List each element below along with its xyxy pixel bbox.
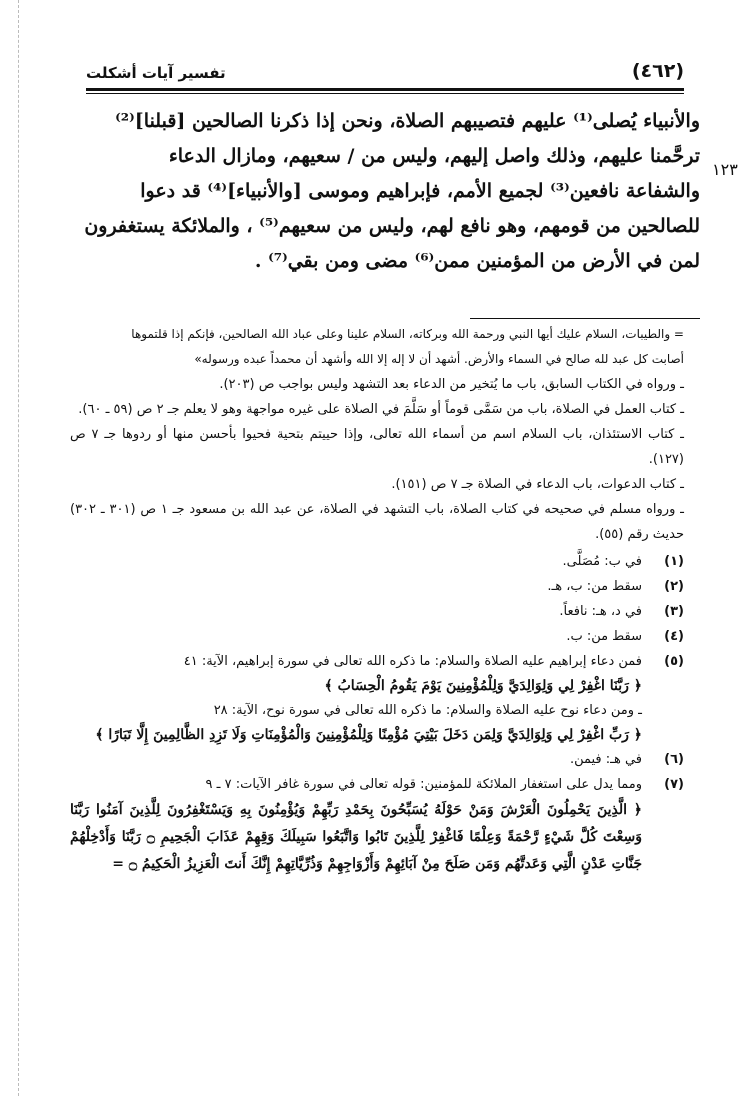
footnote-number: (٤)	[664, 629, 684, 644]
footnote-text: ومما يدل على استغفار الملائكة للمؤمنين: قوله تعالى في سورة غافر الآيات: ٧ ـ ٩	[205, 777, 642, 792]
footnote-text: سقط من: ب، هـ.	[547, 579, 642, 594]
hadith-reference: ـ كتاب الدعوات، باب الدعاء في الصلاة جـ ٧ ص (١٥١).	[391, 477, 684, 492]
footnote-item	[70, 649, 684, 747]
footnote-number: (١)	[664, 554, 684, 569]
footnote-text: في هـ: فيمن.	[569, 752, 642, 767]
quran-verse: ﴿ رَبَّنَا اغْفِرْ لِي وَلِوَالِدَيَّ وَلِلْمُؤْمِنِينَ يَوْمَ يَقُومُ الْحِسَابُ ﴾	[324, 678, 642, 694]
footnote-text: سقط من: ب.	[566, 629, 642, 644]
hadith-reference: ـ ورواه في الكتاب السابق، باب ما يُتخير من الدعاء بعد التشهد وليس بواجب ص (٢٠٣).	[219, 377, 684, 392]
body-line: لمن في الأرض من المؤمنين ممن⁽⁶⁾ مضى ومن بقي⁽⁷⁾ .	[254, 250, 700, 272]
hadith-reference: ـ كتاب الاستئذان، باب السلام اسم من أسماء الله تعالى، وإذا حييتم بتحية فحيوا بأحسن منها أو ردوها جـ ٧ ص (١٢٧).	[70, 427, 684, 467]
footnote-item	[70, 747, 684, 772]
footnote-number: (٢)	[664, 579, 684, 594]
footnote-body	[70, 772, 642, 878]
binding-edge	[18, 0, 19, 1096]
footnote-continuation: = والطيبات، السلام عليك أيها النبي ورحمة الله وبركاته، السلام علينا وعلى عباد الله الصالحين، فإنكم إذا قلتموها	[131, 327, 684, 341]
body-line: والأنبياء يُصلى⁽¹⁾ عليهم فتصيبهم الصلاة، ونحن إذا ذكرنا الصالحين [قبلنا]⁽²⁾	[115, 110, 700, 132]
hadith-reference: ـ كتاب العمل في الصلاة، باب من سَمَّى قوماً أو سَلَّمَ في الصلاة على غيره مواجهة وهو لا يعلم جـ ٢ ص (٥٩ ـ ٦٠).	[78, 402, 684, 417]
page-number: (٤٦٢)	[631, 60, 684, 82]
hadith-reference: ـ ورواه مسلم في صحيحه في كتاب الصلاة، باب التشهد في الصلاة، عن عبد الله بن مسعود جـ ١ ص (٣٠١ ـ ٣٠٢) حديث رقم (٥٥).	[70, 502, 684, 542]
footnote-number: (٦)	[664, 752, 684, 767]
footnote-continuation: أصابت كل عبد لله صالح في السماء والأرض. أشهد أن لا إله إلا الله وأشهد أن محمداً عبده ورسوله»	[194, 352, 684, 366]
footnote-item	[70, 549, 684, 574]
footnote-item	[70, 624, 684, 649]
footnote-text: فمن دعاء إبراهيم عليه الصلاة والسلام: ما ذكره الله تعالى في سورة إبراهيم، الآية: ٤١	[183, 654, 642, 669]
footnote-item	[70, 574, 684, 599]
running-title: تفسير آيات أشكلت	[86, 64, 226, 82]
quran-verse: ﴿ رَبِّ اغْفِرْ لِي وَلِوَالِدَيَّ وَلِمَن دَخَلَ بَيْتِيَ مُؤْمِنًا وَلِلْمُؤْمِنِينَ وَالْمُؤْمِنَاتِ وَلَا تَزِدِ الظَّالِمِينَ إِلَّا تَبَارًا ﴾	[95, 727, 642, 743]
body-line: والشفاعة نافعين⁽³⁾ لجميع الأمم، فإبراهيم وموسى [والأنبياء]⁽⁴⁾ قد دعوا	[140, 180, 700, 202]
quran-verse: ﴿ الَّذِينَ يَحْمِلُونَ الْعَرْشَ وَمَنْ حَوْلَهُ يُسَبِّحُونَ بِحَمْدِ رَبِّهِمْ وَيُؤْمِنُونَ بِهِ وَيَسْتَغْفِرُونَ لِلَّذِينَ آمَنُوا رَبَّنَا وَسِعْتَ كُلَّ شَيْءٍ رَّحْمَةً وَعِلْمًا فَاغْفِرْ لِلَّذِينَ تَابُوا وَاتَّبَعُوا سَبِيلَكَ وَقِهِمْ عَذَابَ الْجَحِيمِ ۝ رَبَّنَا وَأَدْخِلْهُمْ جَنَّاتِ عَدْنٍ الَّتِي وَعَدتَّهُم وَمَن صَلَحَ مِنْ آبَائِهِمْ وَأَزْوَاجِهِمْ وَذُرِّيَّاتِهِمْ إِنَّكَ أَنتَ الْعَزِيزُ الْحَكِيمُ ۝ =	[70, 802, 643, 872]
footnote-list	[70, 549, 684, 878]
footnotes	[70, 322, 684, 878]
footnote-text: في ب: مُصَلَّى.	[562, 554, 642, 569]
footnote-number: (٥)	[664, 654, 684, 669]
main-body-text	[62, 104, 700, 279]
footnote-number: (٧)	[664, 777, 684, 792]
footnote-body	[70, 649, 642, 747]
footnote-text: في د، هـ: نافعاً.	[559, 604, 642, 619]
body-line: للصالحين من قومهم، وهو نافع لهم، وليس من سعيهم⁽⁵⁾ ، والملائكة يستغفرون	[84, 215, 700, 237]
footnote-item	[70, 599, 684, 624]
page-header	[86, 56, 684, 82]
body-line: ترحَّمنا عليهم، وذلك واصل إليهم، وليس من / سعيهم، ومازال الدعاء	[168, 145, 700, 167]
footnote-item	[70, 772, 684, 878]
footnote-text: ـ ومن دعاء نوح عليه الصلاة والسلام: ما ذكره الله تعالى في سورة نوح، الآية: ٢٨	[213, 703, 642, 718]
manuscript-page-marker: ١٢٣	[712, 160, 738, 179]
footnote-number: (٣)	[664, 604, 684, 619]
header-rule	[86, 88, 684, 94]
footnote-separator	[470, 318, 700, 319]
